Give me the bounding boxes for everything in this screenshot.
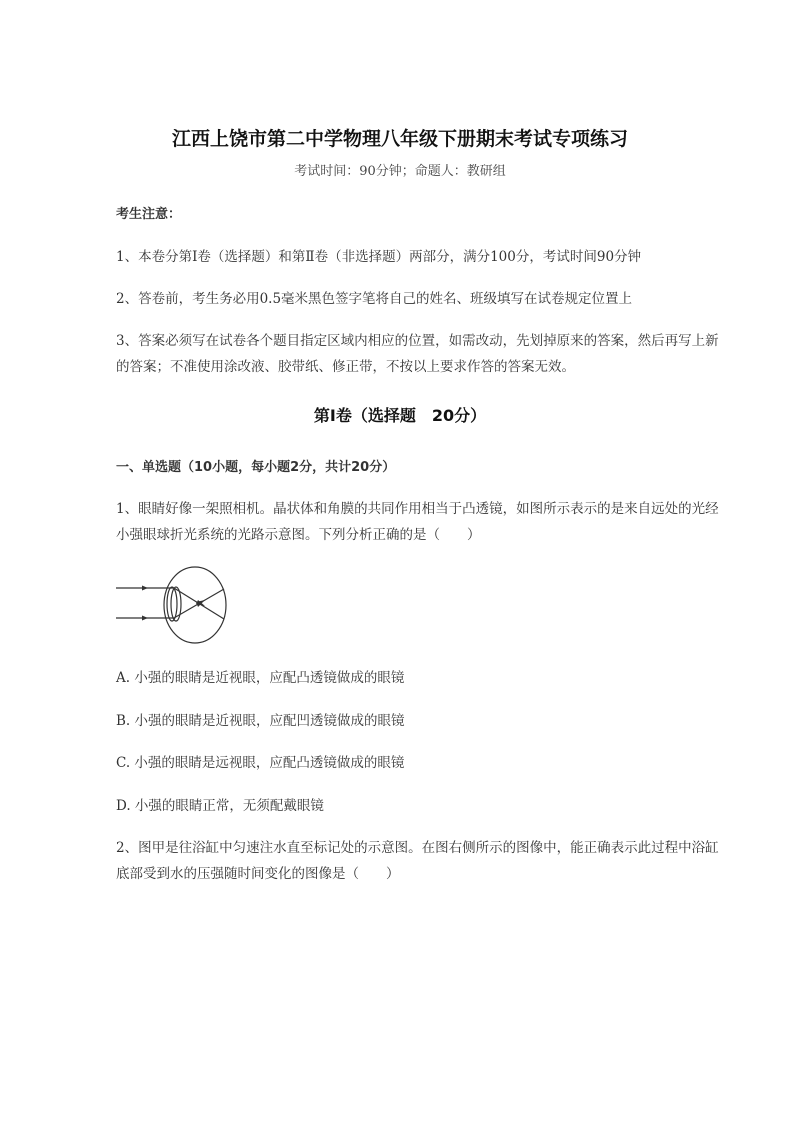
page-title: 江西上饶市第二中学物理八年级下册期末考试专项练习 [171,128,628,150]
option-c[interactable]: C. 小强的眼睛是远视眼，应配凸透镜做成的眼镜 [116,755,405,771]
notice-heading: 考生注意： [116,207,182,222]
exam-info: 考试时间：90分钟；命题人：教研组 [294,164,506,179]
option-a[interactable]: A. 小强的眼睛是近视眼，应配凸透镜做成的眼镜 [116,670,405,686]
section-title: 第I卷（选择题 20分） [313,406,487,425]
notice-item-3: 3、答案必须写在试卷各个题目指定区域内相应的位置，如需改动，先划掉原来的答案，然后再写上新 [116,333,719,349]
notice-item-3-cont: 的答案；不准使用涂改液、胶带纸、修正带，不按以上要求作答的答案无效。 [116,359,575,375]
notice-item-2: 2、答卷前，考生务必用0.5毫米黑色签字笔将自己的姓名、班级填写在试卷规定位置上 [116,291,633,307]
question-2-line-1: 2、图甲是往浴缸中匀速注水直至标记处的示意图。在图右侧所示的图像中，能正确表示此过程中浴缸 [116,840,719,856]
question-2-line-2: 底部受到水的压强随时间变化的图像是（ ） [116,866,400,882]
question-1-line-1: 1、眼睛好像一架照相机。晶状体和角膜的共同作用相当于凸透镜，如图所示表示的是来自远处的光经 [116,501,719,517]
option-b[interactable]: B. 小强的眼睛是近视眼，应配凹透镜做成的眼镜 [116,713,405,729]
question-1-line-2: 小强眼球折光系统的光路示意图。下列分析正确的是（ ） [116,527,481,543]
eye-diagram [112,562,232,648]
option-d[interactable]: D. 小强的眼睛正常，无须配戴眼镜 [116,798,324,814]
notice-item-1: 1、本卷分第I卷（选择题）和第Ⅱ卷（非选择题）两部分，满分100分，考试时间90分钟 [116,249,642,265]
part-heading: 一、单选题（10小题，每小题2分，共计20分） [116,460,396,475]
